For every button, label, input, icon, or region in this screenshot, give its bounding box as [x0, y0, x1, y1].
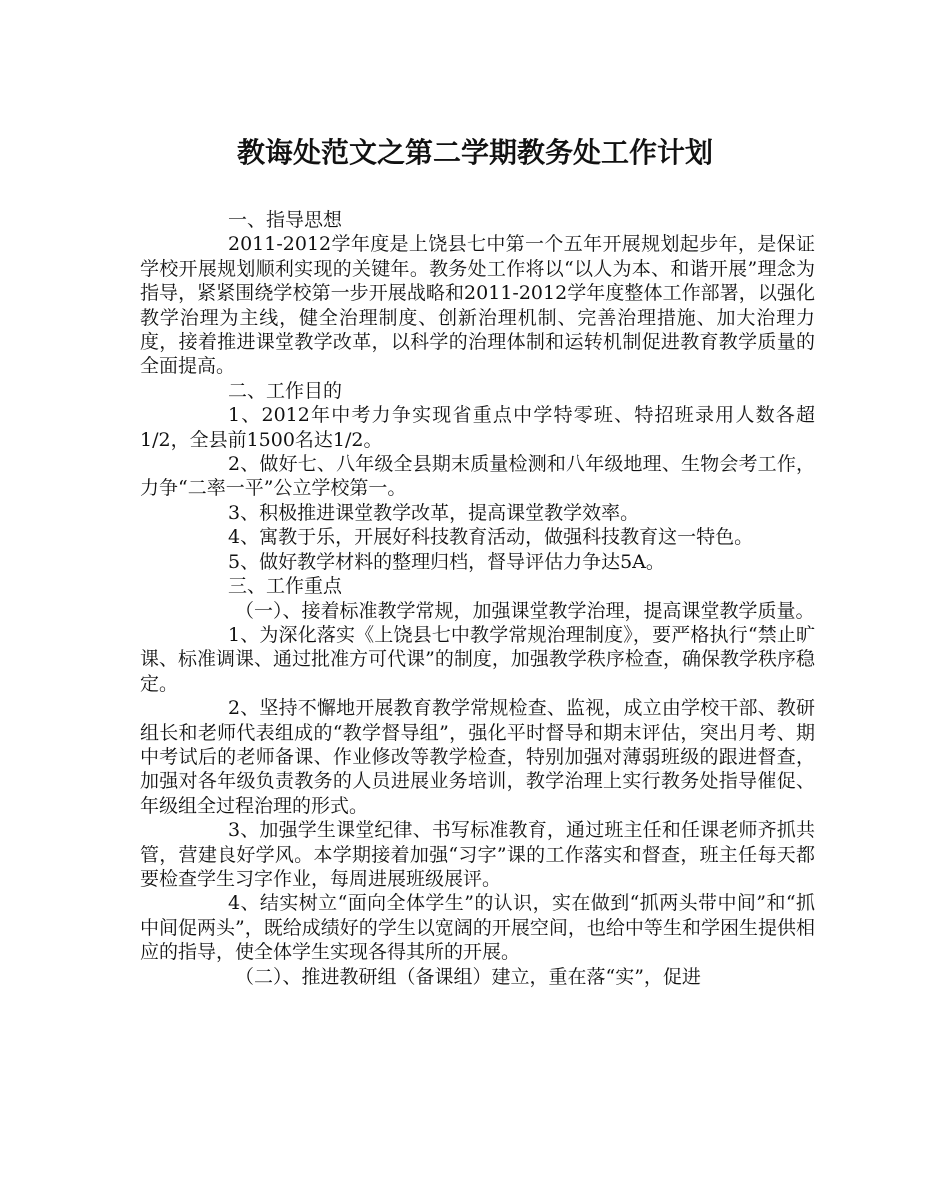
section-heading: 二、工作目的 [228, 379, 343, 402]
paragraph: 1、2012年中考力争实现省重点中学特零班、特招班录用人数各超1/2，全县前1500名达1/2。 [140, 404, 815, 451]
subsection-heading: （二）、推进教研组（备课组）建立，重在落“实”，促进 [235, 965, 701, 988]
paragraph: 3、积极推进课堂教学改革，提高课堂教学效率。 [228, 501, 640, 524]
section-heading: 一、指导思想 [228, 209, 343, 231]
paragraph: 1、为深化落实《上饶县七中教学常规治理制度》，要严格执行“禁止旷课、标准调课、通过批准方可代课”的制度，加强教学秩序检查，确保教学秩序稳定。 [140, 623, 815, 695]
paragraph: 2、坚持不懈地开展教育教学常规检查、监视，成立由学校干部、教研组长和老师代表组成的“教学督导组”，强化平时督导和期末评估，突出月考、期中考试后的老师备课、作业修改等教学检查，特别加强对薄弱班级的跟进督查，加强对各年级负责教务的人员进展业务培训，教学治理上实行教务处指导催促、年级组全过程治理的形式。 [140, 697, 815, 817]
paragraph: 2011-2012学年度是上饶县七中第一个五年开展规划起步年，是保证学校开展规划顺利实现的关键年。教务处工作将以“以人为本、和谐开展”理念为指导，紧紧围绕学校第一步开展战略和2011-2012学年度整体工作部署，以强化教学治理为主线，健全治理制度、创新治理机制、完善治理措施、加大治理力度，接着推进课堂教学改革，以科学的治理体制和运转机制促进教育教学质量的全面提高。 [140, 233, 815, 378]
paragraph: 2、做好七、八年级全县期末质量检测和八年级地理、生物会考工作，力争“二率一平”公立学校第一。 [140, 453, 815, 500]
paragraph: 3、加强学生课堂纪律、书写标准教育，通过班主任和任课老师齐抓共管，营建良好学风。本学期接着加强“习字”课的工作落实和督查，班主任每天都要检查学生习字作业，每周进展班级展评。 [140, 819, 815, 890]
document-title: 教诲处范文之第二学期教务处工作计划 [236, 136, 713, 169]
paragraph: 4、寓教于乐，开展好科技教育活动，做强科技教育这一特色。 [228, 526, 754, 549]
paragraph: 4、结实树立“面向全体学生”的认识，实在做到“抓两头带中间”和“抓中间促两头”，既给成绩好的学生以宽阔的开展空间，也给中等生和学困生提供相应的指导，使全体学生实现各得其所的开展。 [140, 892, 815, 964]
paragraph: 5、做好教学材料的整理归档，督导评估力争达5A。 [228, 550, 665, 573]
section-heading: 三、工作重点 [228, 575, 343, 598]
subsection-heading: （一）、接着标准教学常规，加强课堂教学治理，提高课堂教学质量。 [235, 599, 815, 622]
document-body [140, 208, 815, 989]
